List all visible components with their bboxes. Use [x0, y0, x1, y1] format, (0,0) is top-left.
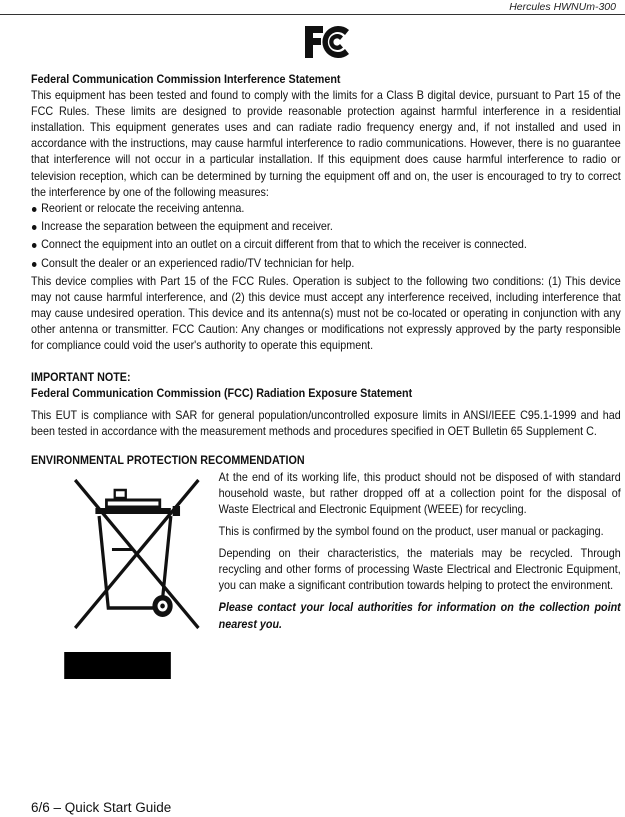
- document-content: [31, 72, 621, 685]
- fcc-interference-heading: Federal Communication Commission Interference Statement: [31, 73, 341, 86]
- fcc-measures-list: [31, 201, 621, 272]
- fcc-logo-icon: [303, 24, 353, 60]
- list-item: Connect the equipment into an outlet on a circuit different from that to which the receiver is connected.: [31, 237, 621, 253]
- header-divider: [0, 14, 625, 15]
- fcc-compliance-paragraph: This device complies with Part 15 of the FCC Rules. Operation is subject to the following two conditions: (1) This device may not cause harmful interference, and (2) this device must accept any interference received, including interference that may cause undesired operation. This device and its antenna(s) must not be co-located or operating in conjunction with any other antenna or transmitter. FCC Caution: Any changes or modifications not expressly approved by the party responsible for compliance could void the user's authority to operate this equipment.: [31, 274, 621, 353]
- radiation-exposure-paragraph: This EUT is compliance with SAR for general population/uncontrolled exposure limits in ANSI/IEEE C95.1-1999 and had been tested in accordance with the measurement methods and procedures specified in OET Bulletin 65 Supplement C.: [31, 408, 621, 438]
- fcc-interference-paragraph: This equipment has been tested and found to comply with the limits for a Class B digital device, pursuant to Part 15 of the FCC Rules. These limits are designed to provide reasonable protection against harmful interference in a residential installation. This equipment generates uses and can radiate radio frequency energy and, if not installed and used in accordance with the instructions, may cause harmful interference to radio communications. However, there is no guarantee that interference will not occur in a particular installation. If this equipment does cause harmful interference to radio or television reception, which can be determined by turning the equipment off and on, the user is encouraged to try to correct the interference by one of the following measures:: [31, 89, 621, 199]
- document-header-title: Hercules HWNUm-300: [509, 1, 616, 13]
- weee-crossed-bin-icon: [64, 478, 214, 680]
- list-item: Reorient or relocate the receiving antenna.: [31, 201, 621, 217]
- important-note-heading: IMPORTANT NOTE:: [31, 371, 131, 385]
- environment-contact-note: Please contact your local authorities for information on the collection point nearest you.: [218, 601, 621, 631]
- radiation-exposure-heading: Federal Communication Commission (FCC) Radiation Exposure Statement: [31, 387, 413, 401]
- list-item: Increase the separation between the equipment and receiver.: [31, 219, 621, 235]
- environment-paragraph-2: This is confirmed by the symbol found on the product, user manual or packaging.: [218, 525, 604, 539]
- environment-heading: ENVIRONMENTAL PROTECTION RECOMMENDATION: [31, 453, 305, 467]
- environment-text: [219, 470, 621, 633]
- page-footer: 6/6 – Quick Start Guide: [31, 800, 172, 815]
- environment-paragraph-3: Depending on their characteristics, the materials may be recycled. Through recycling and other forms of processing Waste Electrical and Electronic Equipment, you can make a significant contribution towards helping to protect the environment.: [218, 547, 621, 593]
- environment-section: [31, 470, 621, 685]
- environment-paragraph-1: At the end of its working life, this product should not be disposed of with standard household waste, but rather dropped off at a collection point for the disposal of Waste Electrical and Electronic Equipment (WEEE) for recycling.: [218, 470, 621, 516]
- list-item: Consult the dealer or an experienced radio/TV technician for help.: [31, 256, 621, 272]
